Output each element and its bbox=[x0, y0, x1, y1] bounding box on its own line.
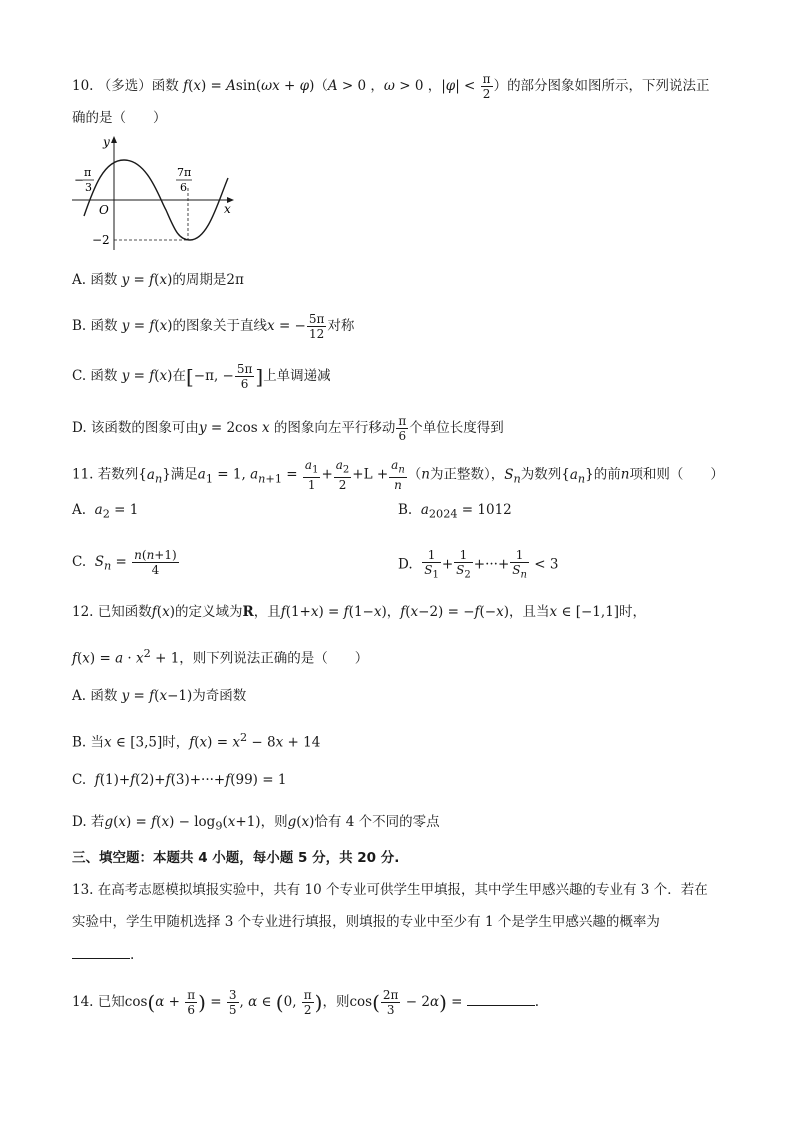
q10-number: 10. bbox=[72, 78, 94, 94]
q10-stem-line2: 确的是（ ） bbox=[72, 110, 167, 126]
y-label: y bbox=[103, 135, 110, 149]
q12-option-b: B. 当x ∈ [3,5]时，$f(x) = x^2 - 8x + 14$ bbox=[72, 731, 321, 751]
q12-option-a: A. 函数 y = f(x−1)为奇函数 bbox=[72, 688, 247, 704]
q13-line2: 实验中，学生甲随机选择 3 个专业进行填报，则填报的专业中至少有 1 个是学生甲感兴趣的概率为 bbox=[72, 914, 660, 930]
q10-option-b: B. 函数 y = f(x)的图象关于直线x = − $\frac{5\pi}{12}$ 对称 bbox=[72, 312, 355, 341]
q13-line1: 13. 在高考志愿模拟填报实验中，共有 10 个专业可供学生甲填报，其中学生甲感兴趣的专业有 3 个．若在 bbox=[72, 882, 708, 898]
q10-stem-b: 的部分图象如图所示，下列说法正 bbox=[507, 78, 710, 94]
q11-option-b: B. $a_{2024} = 1012$ bbox=[398, 502, 512, 521]
q13-blank[interactable] bbox=[72, 944, 130, 959]
x-label: x bbox=[224, 202, 231, 216]
q10-stem-a: 函数 bbox=[151, 78, 179, 94]
q12-option-d: D. 若$g(x) = f(x) - \log_9(x+1)$，则g(x)恰有 4 个不同的零点 bbox=[72, 814, 440, 833]
q10-formula: f(x) = Asin(ωx + φ)（A > 0 ，ω > 0 ，|φ| < $\frac{\pi}{2}$ ） bbox=[183, 72, 508, 101]
q10-stem-line1 bbox=[72, 72, 710, 101]
q11-option-a: A. $a_2 = 1$ bbox=[72, 502, 139, 521]
right-num: 7π bbox=[177, 166, 192, 179]
q11-option-c: C. $S_n$ = $\frac{n(n+1)}{4}$ bbox=[72, 548, 177, 577]
y-axis-arrow bbox=[111, 136, 117, 143]
q10-option-c: C. 函数 y = f(x)在[−π, − $\frac{5\pi}{6}$ ]上单调递减 bbox=[72, 362, 331, 391]
q10-option-d: D. 该函数的图象可由y = 2cos x 的图象向左平行移动 $\frac{\pi}{6}$ 个单位长度得到 bbox=[72, 414, 504, 443]
origin-label: O bbox=[99, 203, 109, 217]
left-den: 3 bbox=[85, 181, 92, 194]
left-minus: − bbox=[74, 173, 85, 187]
minus2-label: −2 bbox=[92, 233, 110, 247]
left-num: π bbox=[84, 166, 92, 179]
q14-blank[interactable] bbox=[467, 991, 535, 1006]
right-den: 6 bbox=[180, 181, 187, 194]
q12-option-c: C. f(1)+f(2)+f(3)+···+f(99) = 1 bbox=[72, 772, 287, 788]
q11-stem: 11. 若数列$\{a_n\}$满足$a_1 = 1$, $a_{n+1}$ = $\frac{a_1}{1}$ + $\frac{a_2}{2}$ +L + $\frac{a_n}{n}$ （n为正整数），$S_n$为数列$\{a_n\}$的前n项和则（ ） bbox=[72, 458, 724, 493]
q12-stem-line2: $f(x) = a \cdot x^2 + 1$，则下列说法正确的是（ ） bbox=[72, 647, 369, 667]
q14-stem: 14. 已知cos(α + $\frac{\pi}{6}$ ) = $\frac{3}{5}$ , α ∈ (0, $\frac{\pi}{2}$ )，则cos( $\frac{2\pi}{3}$ − 2α) = . bbox=[72, 988, 540, 1017]
q12-stem-line1: 12. 已知函数f(x)的定义域为R，且f(1+x) = f(1−x)，f(x−2) = −f(−x)，且当x ∈ [−1,1]时， bbox=[72, 604, 647, 620]
q11-option-d: D. $\frac{1}{S_1}$ + $\frac{1}{S_2}$ +···+ $\frac{1}{S_n}$ < 3 bbox=[398, 548, 559, 581]
q10-graph bbox=[66, 132, 240, 250]
section-3-heading: 三、填空题：本题共 4 小题，每小题 5 分，共 20 分. bbox=[72, 850, 400, 866]
q13-answer-line: . bbox=[72, 944, 134, 965]
q10-option-a: A. 函数 y = f(x)的周期是2π bbox=[72, 272, 244, 288]
q10-tag: （多选） bbox=[97, 78, 152, 94]
